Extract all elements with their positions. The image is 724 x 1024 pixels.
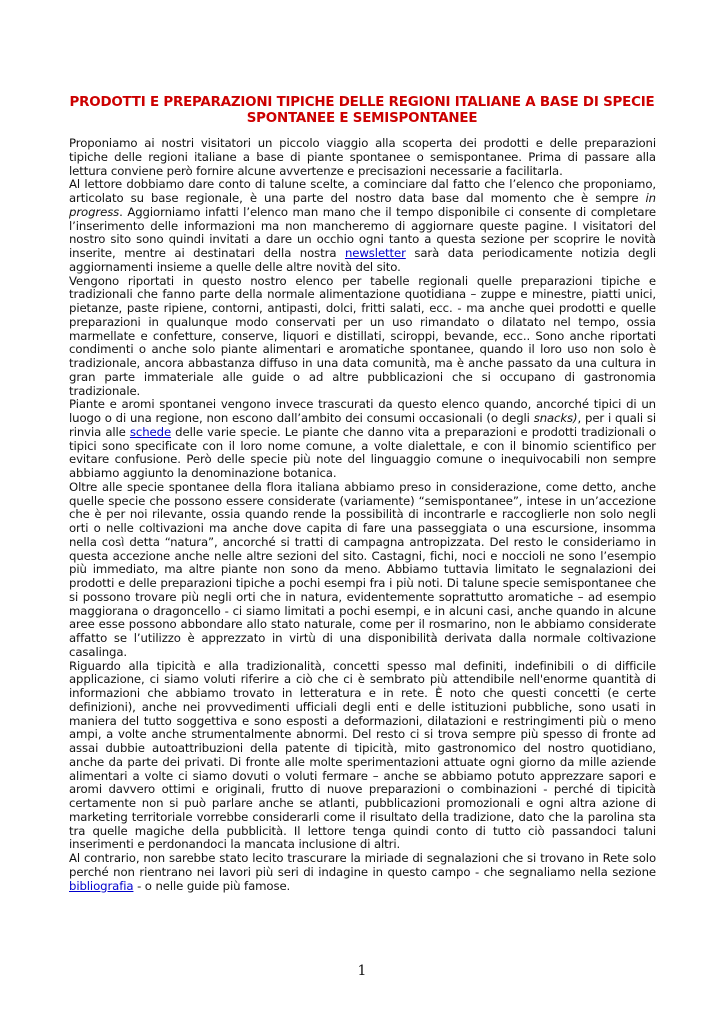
page-title-line-1: PRODOTTI E PREPARAZIONI TIPICHE DELLE REGIONI ITALIANE A BASE DI SPECIE xyxy=(69,94,655,110)
snacks-emphasis: snacks) xyxy=(533,411,578,425)
bibliografia-link[interactable]: bibliografia xyxy=(69,878,134,893)
paragraph-intro: Proponiamo ai nostri visitatori un piccolo viaggio alla scoperta dei prodotti e delle preparazioni tipiche delle regioni italiane a base di piante spontanee o semispontanee. Prima di passare alla lettura conviene però fornire alcune avvertenze e precisazioni necessarie a facilitarla. xyxy=(69,136,656,178)
paragraph-sources-text-1: Al contrario, non sarebbe stato lecito trascurare la miriade di segnalazioni che si trovano in Rete solo perché non rientrano nei lavori più seri di indagine in questo campo - che segnaliamo nella sezione xyxy=(69,851,656,879)
paragraph-excluded-text-1: Piante e aromi spontanei vengono invece trascurati da questo elenco quando, ancorché tipici di un luogo o di una regione, non escono dall’ambito dei consumi occasionali (o degli xyxy=(69,397,656,425)
paragraph-sources-text-2: - o nelle guide più famose. xyxy=(133,878,291,893)
paragraph-choices-text-2: . Aggiorniamo infatti l’elenco man mano che il tempo disponibile ci consente di completare l’inserimento delle informazioni ma non mancheremo di aggiornare queste pagine. I visitatori del nostro sito sono quindi invitati a dare un occhio ogni tanto a questa sezione per scoprire le novità inserite, mentre ai destinatari della nostra xyxy=(69,204,656,260)
paragraph-tables: Vengono riportati in questo nostro elenco per tabelle regionali quelle preparazioni tipiche e tradizionali che fanno parte della normale alimentazione quotidiana – zuppe e minestre, piatti unici, pietanze, paste ripiene, contorni, antipasti, dolci, fritti salati, ecc. - ma anche quei prodotti e quelle preparazioni in qualunque modo conservati per un uso rimandato o dilatato nel tempo, ossia marmellate e confetture, conserve, liquori e distillati, sciroppi, bevande, ecc.. Sono anche riportati condimenti o anche solo piante alimentari e aromatiche spontanee, quando il loro uso non solo è tradizionale, ancora abbastanza diffuso in una data comunità, ma è anche passato da una cultura in gran parte immateriale alle guide o ad altre pubblicazioni che si occupano di gastronomia tradizionale. xyxy=(69,273,656,398)
paragraph-choices-text-1: Al lettore dobbiamo dare conto di talune scelte, a cominciare dal fatto che l’elenco che proponiamo, articolato su base regionale, è una parte del nostro data base dal momento che è sempre xyxy=(69,177,656,205)
page-number: 1 xyxy=(357,963,367,979)
paragraph-sources xyxy=(69,852,656,893)
paragraph-typicality: Riguardo alla tipicità e alla tradizionalità, concetti spesso mal definiti, indefinibili o di difficile applicazione, ci siamo voluti riferire a ciò che ci è sembrato più attendibile nell'enorme quantità di informazioni che abbiamo trovato in letteratura e in rete. È noto che questi concetti (e certe definizioni), anche nei provvedimenti ufficiali degli enti e delle istituzioni pubbliche, sono usati in maniera del tutto soggettiva e sono esposti a deformazioni, dilatazioni e restringimenti più o meno ampi, a volte anche strumentalmente abnormi. Del resto ci si trova sempre più spesso di fronte ad assai dubbie autoattribuzioni della patente di tipicità, mito gastronomico del nostro quotidiano, anche da parte dei privati. Di fronte alle molte sperimentazioni attuate ogni giorno da mille aziende alimentari a volte ci siamo dovuti o voluti fermare – anche se abbiamo potuto apprezzare sapori e aromi davvero ottimi e originali, frutto di nuove preparazioni o combinazioni - perché di tipicità certamente non si può parlare anche se atlanti, pubblicazioni promozionali e ogni altra azione di marketing territoriale vorrebbe considerarli come il risultato della tradizione, dato che la parolina sta tra quelle magiche della pubblicità. Il lettore tenga quindi conto di tutto ciò passandoci taluni inserimenti e perdonandoci la mancata inclusione di altri. xyxy=(69,658,656,852)
paragraph-choices xyxy=(69,178,656,274)
paragraph-excluded-text-2: , per i quali si rinvia alle xyxy=(69,411,656,439)
page-title-line-2: SPONTANEE E SEMISPONTANEE xyxy=(246,110,478,126)
schede-link[interactable]: schede xyxy=(129,424,172,439)
document-body xyxy=(69,137,656,893)
page-title xyxy=(60,95,664,127)
paragraph-excluded xyxy=(69,398,656,481)
paragraph-excluded-text-3: delle varie specie. Le piante che danno vita a preparazioni e prodotti tradizionali o tipici sono specificate con il loro nome comune, a volte dialettale, e con il binomio scientifico per evitare confusione. Però delle specie più note del linguaggio comune o inequivocabili non sempre abbiamo aggiunto la denominazione botanica. xyxy=(69,424,656,480)
in-progress-emphasis: in progress xyxy=(69,191,656,219)
paragraph-choices-text-3: sarà data periodicamente notizia degli aggiornamenti insieme a quelle delle altre novità del sito. xyxy=(69,246,656,274)
paragraph-semispontaneous: Oltre alle specie spontanee della flora italiana abbiamo preso in considerazione, come detto, anche quelle specie che possono essere considerate (variamente) “semispontanee”, intese in un’accezione che è per noi rilevante, ossia quando rende la possibilità di incontrarle e raccoglierle non solo negli orti o nelle coltivazioni ma anche dove capita di fare una passeggiata o una escursione, insomma nella così detta “natura”, ancorché si tratti di campagna antropizzata. Del resto le consideriamo in questa accezione anche nelle altre sezioni del sito. Castagni, fichi, noci e noccioli ne sono l’esempio più immediato, ma altre piante non sono da meno. Abbiamo tuttavia limitato le segnalazioni dei prodotti e delle preparazioni tipiche a pochi esempi fra i più noti. Di talune specie semispontanee che si possono trovare più negli orti che in natura, evidentemente soprattutto aromatiche – ad esempio maggiorana o dragoncello - ci siamo limitati a pochi esempi, e in alcuni casi, anche quando in alcune aree esse possono abbondare allo stato naturale, come per il rosmarino, non le abbiamo considerate affatto se l’utilizzo è apprezzato in virtù di una disponibilità derivata dalla normale coltivazione casalinga. xyxy=(69,479,656,659)
newsletter-link[interactable]: newsletter xyxy=(344,246,406,260)
